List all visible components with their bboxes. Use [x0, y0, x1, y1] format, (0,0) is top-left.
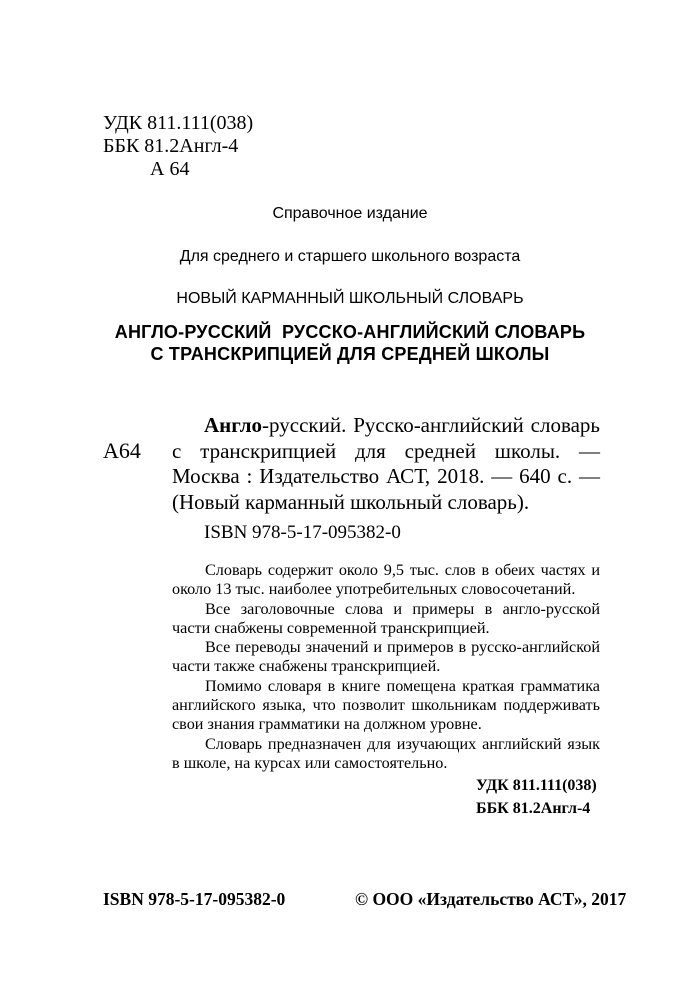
- bib-author-mark: А64: [103, 438, 141, 463]
- annotation: [172, 561, 600, 773]
- bbk-code: ББК 81.2Англ-4: [103, 135, 239, 157]
- bib-text: -русский. Русско-английский словарь с транскрипцией для средней школы. — Москва : Издательство АСТ, 2018. — 640 с. — (Новый карманный школьный словарь).: [172, 413, 600, 514]
- book-title-line-1: АНГЛО-РУССКИЙ РУССКО-АНГЛИЙСКИЙ СЛОВАРЬ: [114, 322, 586, 342]
- copyright-notice: © ООО «Издательство АСТ», 2017: [355, 889, 627, 909]
- annotation-paragraph: Словарь содержит около 9,5 тыс. слов в обеих частях и около 13 тыс. наиболее употребительных словосочетаний.: [172, 561, 600, 599]
- annotation-paragraph: Помимо словаря в книге помещена краткая грамматика английского языка, что позволит школьникам поддерживать свои знания грамматики на должном уровне.: [172, 676, 600, 734]
- bib-lead-word: Англо: [204, 413, 263, 437]
- edition-type: Справочное издание: [272, 205, 428, 222]
- footer-isbn: ISBN 978-5-17-095382-0: [103, 889, 286, 909]
- book-title-line-2: С ТРАНСКРИПЦИЕЙ ДЛЯ СРЕДНЕЙ ШКОЛЫ: [150, 344, 550, 364]
- bbk-code-bottom: ББК 81.2Англ-4: [476, 800, 591, 817]
- audience-note: Для среднего и старшего школьного возраста: [179, 248, 521, 265]
- annotation-paragraph: Словарь предназначен для изучающих английский язык в школе, на курсах или самостоятельно.: [172, 734, 600, 772]
- annotation-paragraph: Все заголовочные слова и примеры в англо-русской части снабжены современной транскрипцией.: [172, 599, 600, 637]
- bib-isbn: ISBN 978-5-17-095382-0: [204, 522, 401, 543]
- annotation-paragraph: Все переводы значений и примеров в русско-английской части также снабжены транскрипцией.: [172, 638, 600, 676]
- udk-code: УДК 811.111(038): [103, 112, 254, 134]
- bibliographic-record: [172, 413, 600, 515]
- udk-code-bottom: УДК 811.111(038): [476, 777, 597, 794]
- series-title: НОВЫЙ КАРМАННЫЙ ШКОЛЬНЫЙ СЛОВАРЬ: [176, 290, 524, 307]
- author-mark: А 64: [150, 158, 190, 180]
